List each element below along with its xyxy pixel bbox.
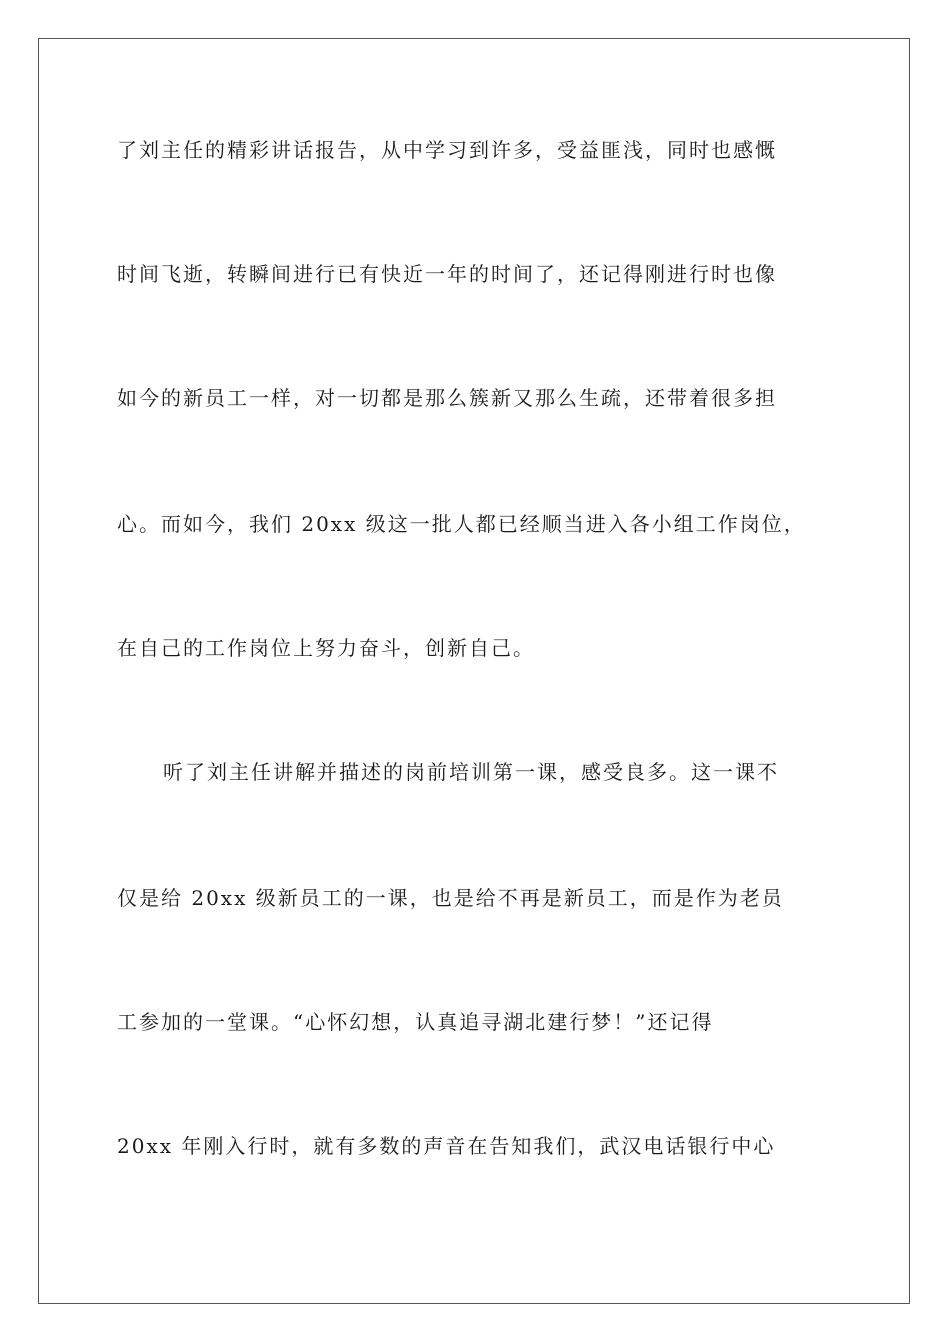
- text-line-5: 在自己的工作岗位上努力奋斗，创新自己。: [117, 636, 535, 660]
- text-line-4: 心。而如今，我们 20xx 级这一批人都已经顺当进入各小组工作岗位，: [117, 512, 806, 536]
- text-line-8: 工参加的一堂课。“心怀幻想，认真追寻湖北建行梦！”还记得: [117, 1010, 714, 1034]
- text-line-6: 听了刘主任讲解并描述的岗前培训第一课，感受良多。这一课不: [163, 760, 779, 784]
- text-line-3: 如今的新员工一样，对一切都是那么簇新又那么生疏，还带着很多担: [117, 386, 777, 410]
- text-line-2: 时间飞逝，转瞬间进行已有快近一年的时间了，还记得刚进行时也像: [117, 262, 777, 286]
- text-line-9: 20xx 年刚入行时，就有多数的声音在告知我们，武汉电话银行中心: [117, 1134, 776, 1158]
- text-line-1: 了刘主任的精彩讲话报告，从中学习到许多，受益匪浅，同时也感慨: [117, 138, 777, 162]
- text-line-7: 仅是给 20xx 级新员工的一课，也是给不再是新员工，而是作为老员: [117, 886, 784, 910]
- page-border: [38, 38, 910, 1304]
